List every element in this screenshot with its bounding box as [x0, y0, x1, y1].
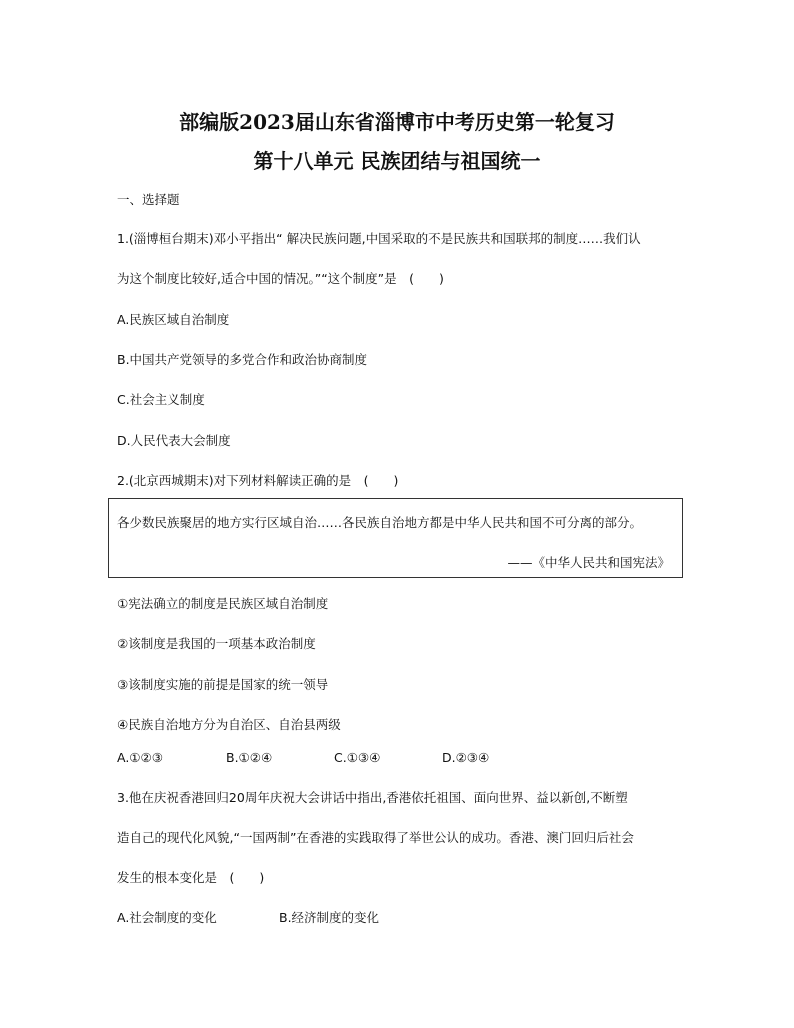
- section-heading: 一、选择题: [117, 192, 180, 207]
- q2-material-text: 各少数民族聚居的地方实行区域自治……各民族自治地方都是中华人民共和国不可分离的部分。: [117, 515, 643, 530]
- q2-statement-4: ④民族自治地方分为自治区、自治县两级: [117, 717, 341, 732]
- q2-statement-1: ①宪法确立的制度是民族区域自治制度: [117, 596, 329, 611]
- q2-statement-3: ③该制度实施的前提是国家的统一领导: [117, 677, 329, 692]
- q2-option-d: D.②③④: [442, 750, 490, 765]
- q3-option-b: B.经济制度的变化: [279, 910, 380, 925]
- q3-stem-line3: 发生的根本变化是 ( ): [117, 870, 265, 885]
- q1-option-a: A.民族区域自治制度: [117, 312, 230, 327]
- q3-stem-line2: 造自己的现代化风貌,“一国两制”在香港的实践取得了举世公认的成功。香港、澳门回归后社会: [117, 830, 634, 845]
- q2-material-source: ——《中华人民共和国宪法》: [507, 555, 670, 570]
- q2-option-c: C.①③④: [334, 750, 381, 765]
- q2-option-a: A.①②③: [117, 750, 163, 765]
- q1-option-c: C.社会主义制度: [117, 392, 205, 407]
- q2-material-box: [108, 498, 683, 578]
- unit-title: 第十八单元 民族团结与祖国统一: [253, 149, 541, 173]
- q3-option-a: A.社会制度的变化: [117, 910, 217, 925]
- q1-option-b: B.中国共产党领导的多党合作和政治协商制度: [117, 352, 368, 367]
- q2-option-b: B.①②④: [226, 750, 273, 765]
- q1-option-d: D.人民代表大会制度: [117, 433, 231, 448]
- q2-statement-2: ②该制度是我国的一项基本政治制度: [117, 636, 316, 651]
- q2-stem: 2.(北京西城期末)对下列材料解读正确的是 ( ): [117, 473, 399, 488]
- q1-stem-line1: 1.(淄博桓台期末)邓小平指出“ 解决民族问题,中国采取的不是民族共和国联邦的制度……我们认: [117, 231, 641, 246]
- q3-stem-line1: 3.他在庆祝香港回归20周年庆祝大会讲话中指出,香港依托祖国、面向世界、益以新创,不断塑: [117, 790, 628, 805]
- document-title: 部编版2023届山东省淄博市中考历史第一轮复习: [179, 110, 615, 134]
- q1-stem-line2: 为这个制度比较好,适合中国的情况。”“这个制度”是 ( ): [117, 271, 444, 286]
